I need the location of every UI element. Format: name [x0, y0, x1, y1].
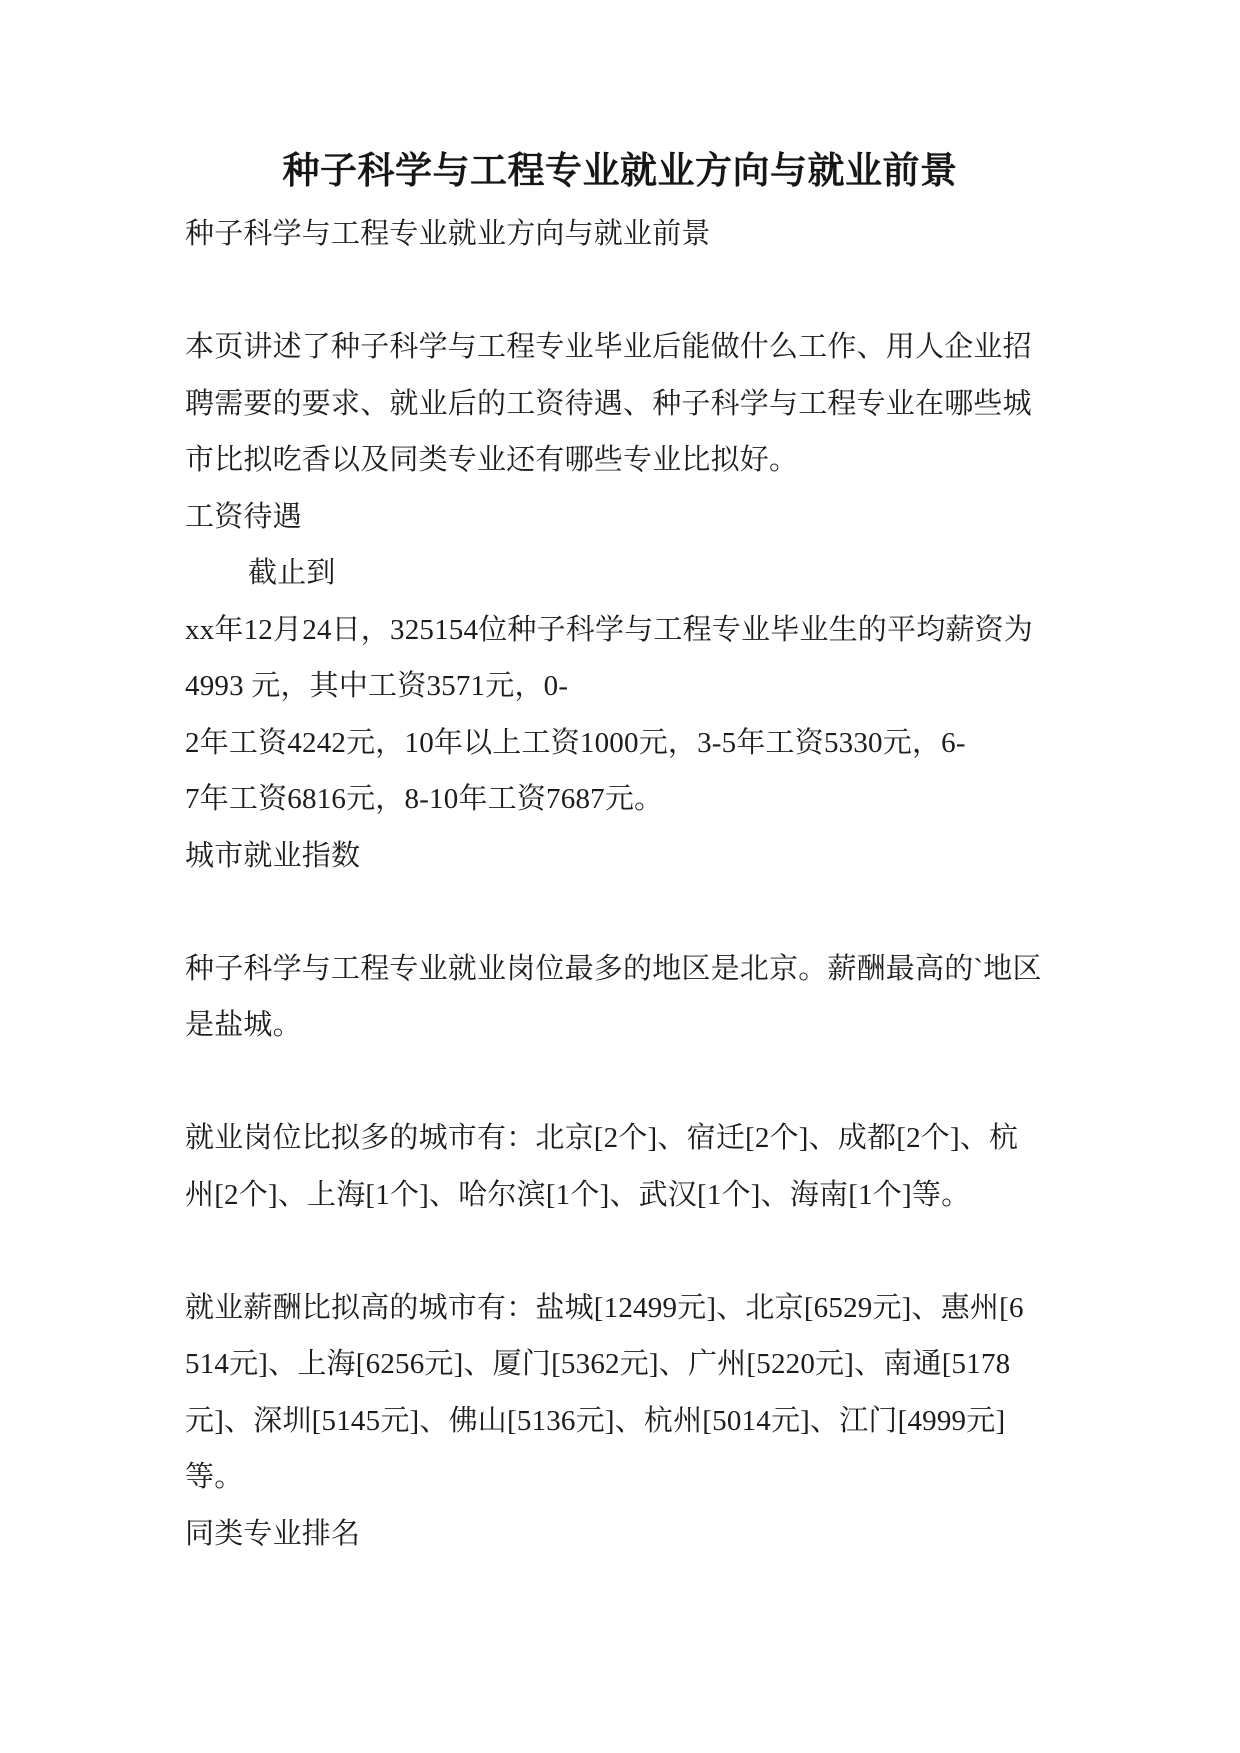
text-line: 州[2个]、上海[1个]、哈尔滨[1个]、武汉[1个]、海南[1个]等。	[185, 1178, 971, 1211]
text-line: 4993 元，其中工资3571元，0-	[185, 670, 569, 702]
text-line: 城市就业指数	[185, 839, 361, 872]
text-line: 7年工资6816元，8-10年工资7687元。	[185, 783, 664, 815]
text-line: 同类专业排名	[185, 1517, 361, 1550]
text-line: 就业岗位比拟多的城市有：北京[2个]、宿迁[2个]、成都[2个]、杭	[185, 1122, 1019, 1154]
text-line: 2年工资4242元，10年以上工资1000元，3-5年工资5330元，6-	[185, 726, 966, 759]
text-line: 工资待遇	[185, 500, 302, 533]
blank-line	[185, 1054, 1065, 1111]
text-line: 种子科学与工程专业就业方向与就业前景	[185, 218, 711, 250]
text-line: 聘需要的要求、就业后的工资待遇、种子科学与工程专业在哪些城	[185, 387, 1032, 420]
text-line: 是盐城。	[185, 1009, 302, 1041]
text-line: 本页讲述了种子科学与工程专业毕业后能做什么工作、用人企业招	[185, 331, 1032, 363]
blank-line	[185, 263, 1065, 320]
text-line: 514元]、上海[6256元]、厦门[5362元]、广州[5220元]、南通[5178	[185, 1348, 1011, 1380]
text-line: 种子科学与工程专业就业岗位最多的地区是北京。薪酬最高的`地区	[185, 952, 1042, 985]
blank-line	[185, 884, 1065, 941]
text-line: 截止到	[248, 557, 336, 589]
document-title: 种子科学与工程专业就业方向与就业前景	[282, 151, 958, 192]
text-line: xx年12月24日，325154位种子科学与工程专业毕业生的平均薪资为	[185, 613, 1034, 646]
text-line: 等。	[185, 1461, 244, 1493]
blank-line	[185, 1223, 1065, 1280]
text-line: 市比拟吃香以及同类专业还有哪些专业比拟好。	[185, 444, 799, 476]
text-line: 元]、深圳[5145元]、佛山[5136元]、杭州[5014元]、江门[4999元]	[185, 1404, 1006, 1437]
text-line: 就业薪酬比拟高的城市有：盐城[12499元]、北京[6529元]、惠州[6	[185, 1291, 1024, 1324]
document-body	[185, 206, 1065, 1562]
